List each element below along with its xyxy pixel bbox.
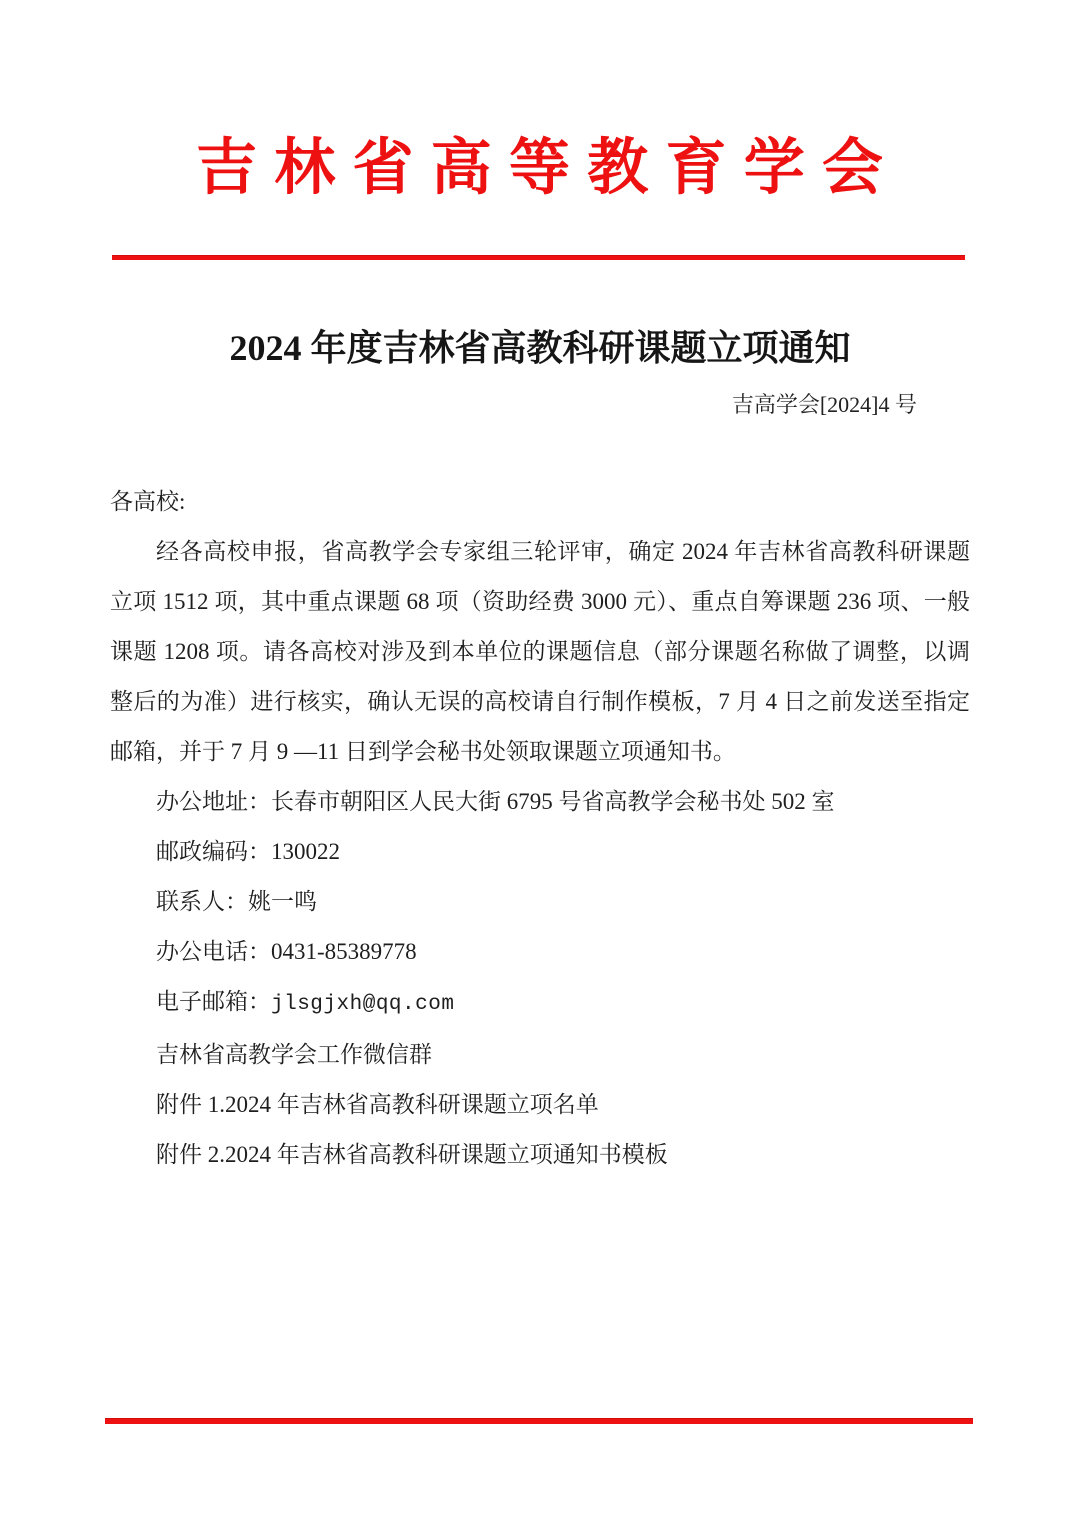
footer-red-rule — [105, 1418, 973, 1424]
document-body — [110, 477, 970, 1180]
email-label: 电子邮箱： — [156, 989, 271, 1014]
attachment-2-line: 附件 2.2024 年吉林省高教科研课题立项通知书模板 — [156, 1142, 668, 1167]
office-phone-line: 办公电话：0431-85389778 — [156, 939, 417, 964]
postal-code-line: 邮政编码：130022 — [156, 839, 340, 864]
contact-person-line: 联系人：姚一鸣 — [156, 889, 317, 914]
wechat-group-line: 吉林省高教学会工作微信群 — [156, 1042, 432, 1067]
header-red-rule — [112, 255, 965, 260]
attachment-1-line: 附件 1.2024 年吉林省高教科研课题立项名单 — [156, 1092, 599, 1117]
letterhead-org-name: 吉 林 省 高 等 教 育 学 会 — [195, 135, 884, 202]
document-number: 吉高学会[2024]4 号 — [731, 392, 917, 417]
email-value: jlsgjxh@qq.com — [271, 993, 455, 1016]
body-paragraph: 经各高校申报，省高教学会专家组三轮评审，确定 2024 年吉林省高教科研课题立项 1512 项，其中重点课题 68 项（资助经费 3000 元）、重点自筹课题 236 项、一般课题 1208 项。请各高校对涉及到本单位的课题信息（部分课题名称做了调整，以调整后的为准）进行核实，确认无误的高校请自行制作模板，7 月 4 日之前发送至指定邮箱，并于 7 月 9 —11 日到学会秘书处领取课题立项通知书。 — [110, 539, 970, 764]
office-address-line: 办公地址：长春市朝阳区人民大街 6795 号省高教学会秘书处 502 室 — [156, 789, 835, 814]
email-line — [110, 977, 970, 1030]
salutation: 各高校: — [110, 489, 186, 514]
document-title: 2024 年度吉林省高教科研课题立项通知 — [229, 328, 851, 368]
